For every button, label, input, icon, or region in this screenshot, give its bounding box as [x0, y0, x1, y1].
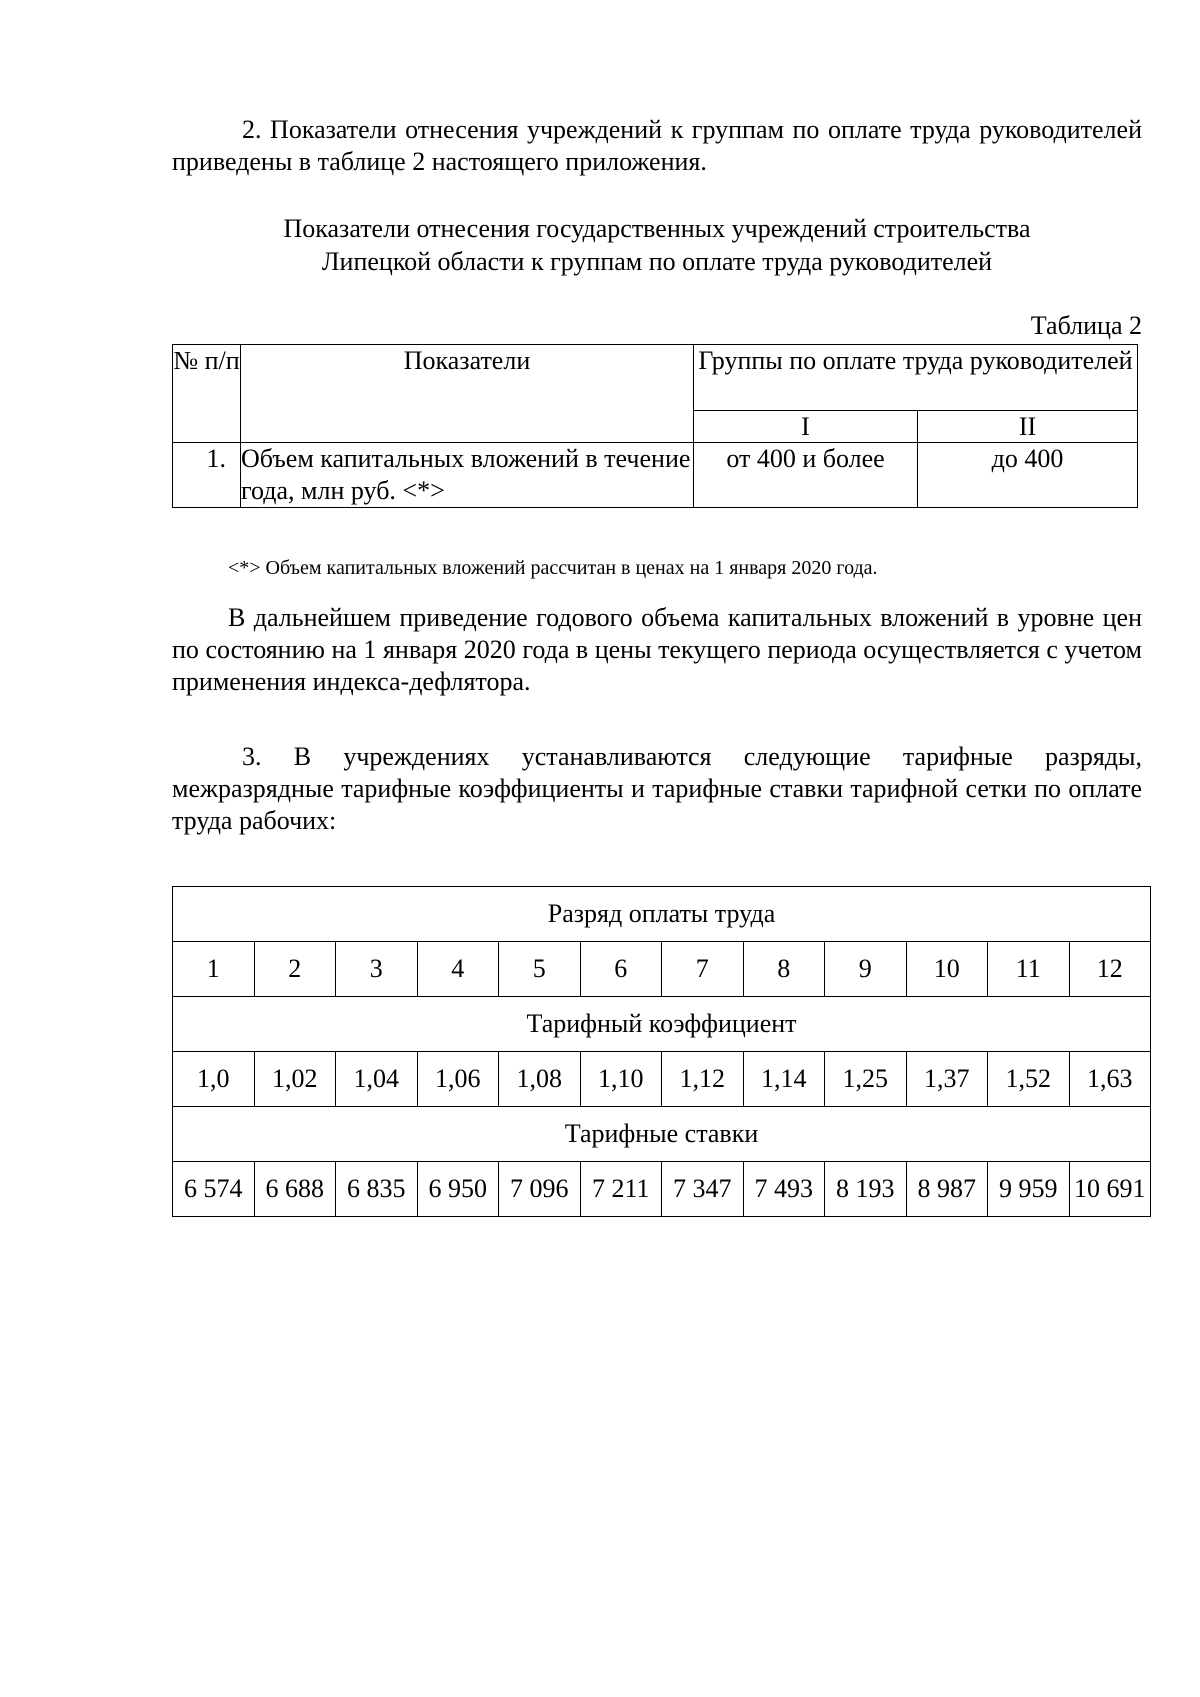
grade-cell: 1	[173, 942, 255, 997]
rate-cell: 7 096	[499, 1162, 581, 1217]
grade-cell: 12	[1069, 942, 1151, 997]
rate-cell: 7 493	[743, 1162, 825, 1217]
coefficients-row	[173, 1052, 1151, 1107]
rate-cell: 9 959	[988, 1162, 1070, 1217]
rate-cell: 6 835	[336, 1162, 418, 1217]
tariff-table	[172, 886, 1151, 1217]
grade-cell: 8	[743, 942, 825, 997]
rate-cell: 6 574	[173, 1162, 255, 1217]
grade-cell: 2	[254, 942, 336, 997]
footnote: <*> Объем капитальных вложений рассчитан в ценах на 1 января 2020 года.	[228, 557, 878, 579]
header-group-1: I	[694, 410, 918, 442]
coefficient-cell: 1,25	[825, 1052, 907, 1107]
grade-cell: 10	[906, 942, 988, 997]
grade-cell: 7	[662, 942, 744, 997]
table-label: Таблица 2	[1030, 311, 1142, 340]
coefficient-cell: 1,63	[1069, 1052, 1151, 1107]
rates-header: Тарифные ставки	[173, 1107, 1151, 1162]
grade-cell: 9	[825, 942, 907, 997]
row-group-1: от 400 и более	[694, 443, 918, 508]
coefficient-cell: 1,0	[173, 1052, 255, 1107]
table-title-line-1: Показатели отнесения государственных учреждений строительства	[283, 214, 1031, 243]
grade-cell: 3	[336, 942, 418, 997]
coefficient-cell: 1,02	[254, 1052, 336, 1107]
grades-header-row	[173, 887, 1151, 942]
table-header-row	[173, 345, 1138, 411]
coefficient-cell: 1,12	[662, 1052, 744, 1107]
rate-cell: 6 688	[254, 1162, 336, 1217]
header-num: № п/п	[173, 345, 241, 443]
rate-cell: 8 987	[906, 1162, 988, 1217]
rate-cell: 10 691	[1069, 1162, 1151, 1217]
rate-cell: 6 950	[417, 1162, 499, 1217]
grade-cell: 4	[417, 942, 499, 997]
coefficient-cell: 1,06	[417, 1052, 499, 1107]
rate-cell: 8 193	[825, 1162, 907, 1217]
rate-cell: 7 347	[662, 1162, 744, 1217]
coefficient-cell: 1,08	[499, 1052, 581, 1107]
rate-cell: 7 211	[580, 1162, 662, 1217]
table-title	[172, 212, 1142, 278]
table-title-line-2: Липецкой области к группам по оплате труда руководителей	[321, 247, 993, 276]
rates-row	[173, 1162, 1151, 1217]
grades-row	[173, 942, 1151, 997]
row-group-2: до 400	[918, 443, 1138, 508]
coefficients-header: Тарифный коэффициент	[173, 997, 1151, 1052]
coefficient-cell: 1,10	[580, 1052, 662, 1107]
coefficient-cell: 1,52	[988, 1052, 1070, 1107]
coefficient-cell: 1,04	[336, 1052, 418, 1107]
paragraph-3: 3. В учреждениях устанавливаются следующие тарифные разряды, межразрядные тарифные коэффициенты и тарифные ставки тарифной сетки по оплате труда рабочих:	[172, 742, 1142, 835]
coefficient-cell: 1,14	[743, 1052, 825, 1107]
grades-header: Разряд оплаты труда	[173, 887, 1151, 942]
paragraph-deflator: В дальнейшем приведение годового объема капитальных вложений в уровне цен по состоянию на 1 января 2020 года в цены текущего периода осуществляется с учетом применения индекса-дефлятора.	[172, 603, 1142, 696]
header-indicators: Показатели	[241, 345, 694, 443]
row-num: 1.	[173, 443, 241, 508]
paragraph-2: 2. Показатели отнесения учреждений к группам по оплате труда руководителей приведены в таблице 2 настоящего приложения.	[172, 115, 1142, 176]
table-row	[173, 443, 1138, 508]
coefficient-cell: 1,37	[906, 1052, 988, 1107]
coefficients-header-row	[173, 997, 1151, 1052]
groups-table	[172, 344, 1138, 508]
row-indicator: Объем капитальных вложений в течение года, млн руб. <*>	[241, 443, 694, 508]
grade-cell: 5	[499, 942, 581, 997]
header-groups: Группы по оплате труда руководителей	[694, 345, 1138, 411]
rates-header-row	[173, 1107, 1151, 1162]
grade-cell: 11	[988, 942, 1070, 997]
header-group-2: II	[918, 410, 1138, 442]
grade-cell: 6	[580, 942, 662, 997]
